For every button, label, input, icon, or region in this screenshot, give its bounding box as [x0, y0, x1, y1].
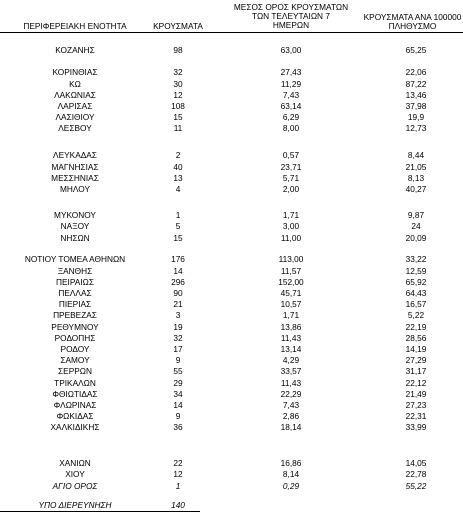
header-per-line2: ΠΛΗΘΥΣΜΟ: [388, 21, 437, 31]
per-100000-value: 21,05: [405, 162, 427, 172]
cases-value: 108: [171, 101, 185, 111]
average-value: 10,57: [280, 299, 302, 309]
average-value: 5,71: [282, 173, 300, 183]
per-100000-value: 27,23: [405, 400, 427, 410]
average-value: 8,00: [282, 123, 300, 133]
per-100000-value: 37,98: [405, 101, 427, 111]
region-name: ΑΓΙΟ ΟΡΟΣ: [52, 481, 98, 491]
cases-value: 9: [175, 411, 181, 421]
per-100000-value: 65,25: [405, 45, 427, 55]
per-100000-value: 22,19: [405, 322, 427, 332]
cases-value: 98: [173, 45, 183, 55]
cases-value: 296: [171, 277, 185, 287]
average-value: 0,57: [282, 150, 300, 160]
per-100000-value: 14,05: [405, 458, 427, 468]
region-name: ΦΛΩΡΙΝΑΣ: [53, 400, 97, 410]
cases-value: 90: [173, 288, 183, 298]
cases-value: 1: [175, 210, 181, 220]
per-100000-value: 22,78: [405, 469, 427, 479]
average-value: 13,14: [280, 344, 302, 354]
per-100000-value: 55,22: [405, 481, 427, 491]
average-value: 8,14: [282, 469, 300, 479]
average-value: 4,29: [282, 355, 300, 365]
average-value: 3,00: [282, 221, 300, 231]
header-per-100000: [362, 13, 463, 31]
per-100000-value: 33,22: [405, 254, 427, 264]
average-value: 13,86: [280, 322, 302, 332]
per-100000-value: 8,44: [407, 150, 425, 160]
region-name: ΠΕΛΛΑΣ: [58, 288, 92, 298]
average-value: 63,00: [280, 45, 302, 55]
header-region: ΠΕΡΙΦΕΡΕΙΑΚΗ ΕΝΟΤΗΤΑ: [23, 21, 127, 31]
average-value: 11,43: [280, 378, 302, 388]
per-100000-value: 40,27: [405, 184, 427, 194]
region-name: ΜΕΣΣΗΝΙΑΣ: [51, 173, 99, 183]
region-name: ΠΕΙΡΑΙΩΣ: [56, 277, 94, 287]
per-100000-value: 24: [411, 221, 421, 231]
header-cases: ΚΡΟΥΣΜΑΤΑ: [153, 21, 203, 31]
cases-value: 14: [173, 266, 183, 276]
per-100000-value: 9,87: [407, 210, 425, 220]
per-100000-value: 27,29: [405, 355, 427, 365]
per-100000-value: 22,12: [405, 378, 427, 388]
region-name: ΧΑΝΙΩΝ: [59, 458, 91, 468]
per-100000-value: 19,9: [407, 112, 425, 122]
header-average-line1: ΜΕΣΟΣ ΟΡΟΣ ΚΡΟΥΣΜΑΤΩΝ: [233, 2, 349, 12]
per-100000-value: 5,22: [407, 310, 425, 320]
cases-value: 30: [173, 79, 183, 89]
average-value: 7,43: [282, 90, 300, 100]
region-name: ΛΑΚΩΝΙΑΣ: [54, 90, 96, 100]
region-name: ΚΩ: [69, 79, 81, 89]
cases-value: 21: [173, 299, 183, 309]
cases-value: 5: [175, 221, 181, 231]
average-value: 1,71: [282, 210, 300, 220]
cases-value: 17: [173, 344, 183, 354]
average-value: 16,86: [280, 458, 302, 468]
per-100000-value: 16,57: [405, 299, 427, 309]
cases-value: 13: [173, 173, 183, 183]
cases-value: 4: [175, 184, 181, 194]
cases-value: 32: [173, 67, 183, 77]
per-100000-value: 22,06: [405, 67, 427, 77]
region-name: ΚΟΡΙΝΘΙΑΣ: [52, 67, 98, 77]
header-average: [225, 3, 357, 30]
cases-value: 11: [173, 123, 183, 133]
region-name: ΝΗΣΩΝ: [60, 233, 90, 243]
average-value: 11,29: [280, 79, 302, 89]
region-name: ΣΑΜΟΥ: [60, 355, 90, 365]
region-name: ΣΕΡΡΩΝ: [58, 366, 92, 376]
cases-value: 55: [173, 366, 183, 376]
cases-value: 3: [175, 310, 181, 320]
per-100000-value: 21,49: [405, 389, 427, 399]
per-100000-value: 12,59: [405, 266, 427, 276]
average-value: 7,43: [282, 400, 300, 410]
header-average-line3: ΗΜΕΡΩΝ: [272, 20, 310, 30]
cases-value: 2: [175, 150, 181, 160]
region-name: ΜΑΓΝΗΣΙΑΣ: [51, 162, 99, 172]
per-100000-value: 22,31: [405, 411, 427, 421]
region-name: ΤΡΙΚΑΛΩΝ: [54, 378, 96, 388]
region-name: ΡΕΘΥΜΝΟΥ: [51, 322, 99, 332]
region-name: ΛΑΣΙΘΙΟΥ: [55, 112, 95, 122]
region-name: ΧΑΛΚΙΔΙΚΗΣ: [50, 422, 100, 432]
cases-value: 32: [173, 333, 183, 343]
cases-value: 1: [175, 481, 181, 491]
region-name: ΦΩΚΙΔΑΣ: [56, 411, 94, 421]
region-name: ΛΑΡΙΣΑΣ: [57, 101, 93, 111]
per-100000-value: 8,13: [407, 173, 425, 183]
header-average-line2: ΤΩΝ ΤΕΛΕΥΤΑΙΩΝ 7: [252, 11, 330, 21]
footer-label: ΥΠΟ ΔΙΕΡΕΥΝΗΣΗ: [38, 500, 112, 510]
cases-value: 34: [173, 389, 183, 399]
cases-value: 19: [173, 322, 183, 332]
region-name: ΠΙΕΡΙΑΣ: [58, 299, 92, 309]
per-100000-value: 20,09: [405, 233, 427, 243]
region-name: ΦΘΙΩΤΙΔΑΣ: [52, 389, 98, 399]
average-value: 2,00: [282, 184, 300, 194]
footer-divider: [0, 511, 200, 512]
cases-value: 40: [173, 162, 183, 172]
average-value: 113,00: [278, 254, 304, 264]
cases-value: 36: [173, 422, 183, 432]
per-100000-value: 13,46: [405, 90, 427, 100]
region-name: ΠΡΕΒΕΖΑΣ: [53, 310, 97, 320]
average-value: 0,29: [282, 481, 300, 491]
region-name: ΜΗΛΟΥ: [60, 184, 90, 194]
cases-value: 29: [173, 378, 183, 388]
cases-value: 15: [173, 112, 183, 122]
average-value: 11,57: [280, 266, 302, 276]
per-100000-value: 14,19: [405, 344, 427, 354]
per-100000-value: 33,99: [405, 422, 427, 432]
region-name: ΝΟΤΙΟΥ ΤΟΜΕΑ ΑΘΗΝΩΝ: [24, 254, 126, 264]
cases-value: 176: [171, 254, 185, 264]
header-divider: [0, 32, 463, 33]
region-name: ΚΟΖΑΝΗΣ: [55, 45, 95, 55]
region-name: ΡΟΔΟΠΗΣ: [54, 333, 96, 343]
average-value: 22,29: [280, 389, 302, 399]
average-value: 152,00: [278, 277, 304, 287]
cases-value: 9: [175, 355, 181, 365]
per-100000-value: 28,56: [405, 333, 427, 343]
average-value: 27,43: [280, 67, 302, 77]
per-100000-value: 31,17: [405, 366, 427, 376]
per-100000-value: 87,22: [405, 79, 427, 89]
region-name: ΝΑΞΟΥ: [60, 221, 90, 231]
region-name: ΛΕΥΚΑΔΑΣ: [53, 150, 97, 160]
average-value: 23,71: [280, 162, 302, 172]
header-per-line1: ΚΡΟΥΣΜΑΤΑ ΑΝΑ 100000: [363, 12, 462, 22]
cases-value: 22: [173, 458, 183, 468]
per-100000-value: 65,92: [405, 277, 427, 287]
cases-value: 14: [173, 400, 183, 410]
average-value: 18,14: [280, 422, 302, 432]
footer-cases: 140: [171, 500, 185, 510]
region-name: ΧΙΟΥ: [65, 469, 85, 479]
average-value: 63,14: [280, 101, 302, 111]
average-value: 6,29: [282, 112, 300, 122]
average-value: 2,86: [282, 411, 300, 421]
average-value: 11,43: [280, 333, 302, 343]
region-name: ΛΕΣΒΟΥ: [58, 123, 92, 133]
average-value: 33,57: [280, 366, 302, 376]
region-name: ΜΥΚΟΝΟΥ: [54, 210, 96, 220]
average-value: 45,71: [280, 288, 302, 298]
region-name: ΞΑΝΘΗΣ: [57, 266, 93, 276]
average-value: 1,71: [282, 310, 300, 320]
cases-value: 12: [173, 90, 183, 100]
per-100000-value: 12,73: [405, 123, 427, 133]
region-name: ΡΟΔΟΥ: [60, 344, 90, 354]
average-value: 11,00: [280, 233, 302, 243]
per-100000-value: 64,43: [405, 288, 427, 298]
cases-value: 12: [173, 469, 183, 479]
cases-value: 15: [173, 233, 183, 243]
